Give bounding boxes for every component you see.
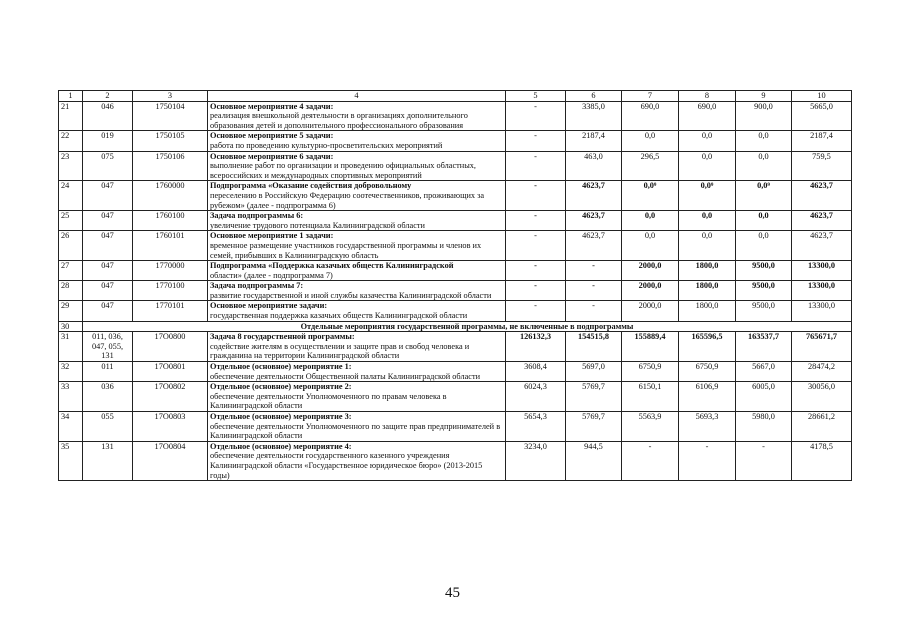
program-code: 1760101 [133, 231, 208, 261]
item-name-cell [208, 382, 506, 412]
page-number: 45 [445, 585, 460, 601]
column-header: 2 [83, 91, 133, 102]
column-header-row [59, 91, 852, 102]
table-row [59, 231, 852, 261]
column-header: 6 [566, 91, 622, 102]
item-title: Основное мероприятие 1 задачи: [210, 231, 334, 241]
amount-cell: 690,0 [679, 101, 736, 131]
row-number: 28 [59, 281, 83, 301]
table-row [59, 181, 852, 211]
table-row [59, 441, 852, 480]
amount-cell: 690,0 [622, 101, 679, 131]
row-number: 21 [59, 101, 83, 131]
amount-cell: 296,5 [622, 151, 679, 181]
amount-cell: 0,0 [736, 131, 792, 151]
item-title: Основное мероприятие 4 задачи: [210, 101, 334, 111]
column-header: 7 [622, 91, 679, 102]
amount-cell: 4623,7 [566, 231, 622, 261]
row-number: 23 [59, 151, 83, 181]
item-title: Отдельное (основное) мероприятие 3: [210, 412, 352, 421]
amount-cell: 759,5 [792, 151, 852, 181]
amount-cell: 463,0 [566, 151, 622, 181]
row-number: 25 [59, 211, 83, 231]
table-row [59, 332, 852, 362]
grbs-code: 047 [83, 211, 133, 231]
program-code: 1770100 [133, 281, 208, 301]
table-row [59, 382, 852, 412]
row-number: 22 [59, 131, 83, 151]
item-name-cell [208, 301, 506, 321]
item-name-cell [208, 281, 506, 301]
amount-cell: 28474,2 [792, 362, 852, 382]
item-title: Основное мероприятие задачи: [210, 301, 328, 311]
amount-cell: 13300,0 [792, 281, 852, 301]
amount-cell: 2000,0 [622, 281, 679, 301]
amount-cell: 0,0 [679, 231, 736, 261]
row-number: 27 [59, 261, 83, 281]
amount-cell: - [736, 441, 792, 480]
program-code: 17О0800 [133, 332, 208, 362]
grbs-code: 011, 036, 047, 055, 131 [83, 332, 133, 362]
row-number: 26 [59, 231, 83, 261]
section-row [59, 321, 852, 332]
amount-cell: 154515,8 [566, 332, 622, 362]
column-header: 3 [133, 91, 208, 102]
amount-cell: 5769,7 [566, 412, 622, 442]
amount-cell: 0,0⁹ [679, 181, 736, 211]
amount-cell: 4623,7 [566, 211, 622, 231]
amount-cell: 0,0 [679, 151, 736, 181]
amount-cell: 28661,2 [792, 412, 852, 442]
item-title: Подпрограмма «Оказание содействия добровольному [210, 181, 412, 191]
amount-cell: 0,0 [622, 231, 679, 261]
program-code: 17О0801 [133, 362, 208, 382]
amount-cell: 4623,7 [792, 231, 852, 261]
column-header: 1 [59, 91, 83, 102]
item-description: содействие жителям в осуществлении и защите прав и свобод человека и гражданина на территории Калининградской области [210, 341, 470, 361]
item-description: развитие государственной и иной службы казачества Калининградской области [210, 290, 492, 300]
program-code: 1770000 [133, 261, 208, 281]
amount-cell: 2187,4 [566, 131, 622, 151]
amount-cell: 5665,0 [792, 101, 852, 131]
table-row [59, 151, 852, 181]
amount-cell: - [506, 281, 566, 301]
table-row [59, 211, 852, 231]
item-title: Задача подпрограммы 7: [210, 281, 304, 291]
row-number: 29 [59, 301, 83, 321]
program-code: 1750104 [133, 101, 208, 131]
amount-cell: 2187,4 [792, 131, 852, 151]
item-title: Основное мероприятие 5 задачи: [210, 131, 334, 141]
amount-cell: 5980,0 [736, 412, 792, 442]
amount-cell: - [506, 301, 566, 321]
amount-cell: 13300,0 [792, 261, 852, 281]
program-code: 17О0803 [133, 412, 208, 442]
grbs-code: 047 [83, 261, 133, 281]
grbs-code: 047 [83, 231, 133, 261]
grbs-code: 047 [83, 281, 133, 301]
row-number: 32 [59, 362, 83, 382]
amount-cell: - [506, 261, 566, 281]
item-name-cell [208, 362, 506, 382]
program-code: 1760000 [133, 181, 208, 211]
amount-cell: 13300,0 [792, 301, 852, 321]
amount-cell: 0,0 [736, 151, 792, 181]
amount-cell: 4623,7 [566, 181, 622, 211]
item-description: области» (далее - подпрограмма 7) [210, 270, 333, 280]
amount-cell: 1800,0 [679, 261, 736, 281]
amount-cell: 6024,3 [506, 382, 566, 412]
table-row [59, 261, 852, 281]
item-title: Задача 8 государственной программы: [210, 332, 355, 342]
amount-cell: - [679, 441, 736, 480]
grbs-code: 046 [83, 101, 133, 131]
amount-cell: 6106,9 [679, 382, 736, 412]
program-code: 1770101 [133, 301, 208, 321]
table-row [59, 281, 852, 301]
amount-cell: 6750,9 [622, 362, 679, 382]
grbs-code: 036 [83, 382, 133, 412]
row-number: 35 [59, 441, 83, 480]
amount-cell: - [506, 131, 566, 151]
item-name-cell [208, 101, 506, 131]
program-code: 17О0802 [133, 382, 208, 412]
amount-cell: 2000,0 [622, 261, 679, 281]
amount-cell: 900,0 [736, 101, 792, 131]
item-name-cell [208, 412, 506, 442]
amount-cell: 163537,7 [736, 332, 792, 362]
column-header: 9 [736, 91, 792, 102]
item-description: временное размещение участников государственной программы и членов их семей, прибывших в Калининградскую область [210, 240, 482, 260]
item-description: выполнение работ по организации и проведению официальных областных, всероссийских и международных спортивных мероприятий [210, 161, 476, 180]
amount-cell: - [506, 101, 566, 131]
program-code: 1750106 [133, 151, 208, 181]
amount-cell: 0,0 [679, 131, 736, 151]
amount-cell: 0,0 [679, 211, 736, 231]
item-name-cell [208, 181, 506, 211]
budget-table [58, 90, 852, 481]
row-number: 33 [59, 382, 83, 412]
amount-cell: 0,0 [622, 211, 679, 231]
amount-cell: - [506, 231, 566, 261]
amount-cell: 30056,0 [792, 382, 852, 412]
amount-cell: 765671,7 [792, 332, 852, 362]
table-row [59, 101, 852, 131]
grbs-code: 131 [83, 441, 133, 480]
column-header: 8 [679, 91, 736, 102]
amount-cell: 4178,5 [792, 441, 852, 480]
amount-cell: 0,0 [736, 211, 792, 231]
item-title: Отдельное (основное) мероприятие 2: [210, 382, 352, 392]
grbs-code: 011 [83, 362, 133, 382]
item-description: государственная поддержка казачьих обществ Калининградской области [210, 311, 468, 321]
amount-cell: 3608,4 [506, 362, 566, 382]
amount-cell: 4623,7 [792, 181, 852, 211]
amount-cell: 9500,0 [736, 261, 792, 281]
item-name-cell [208, 231, 506, 261]
amount-cell: - [566, 301, 622, 321]
grbs-code: 047 [83, 301, 133, 321]
amount-cell: 165596,5 [679, 332, 736, 362]
item-description: работа по проведению культурно-просветительских мероприятий [210, 140, 443, 150]
amount-cell: 6750,9 [679, 362, 736, 382]
amount-cell: 1800,0 [679, 301, 736, 321]
program-code: 17О0804 [133, 441, 208, 480]
table-body [59, 91, 852, 481]
amount-cell: 5769,7 [566, 382, 622, 412]
amount-cell: 4623,7 [792, 211, 852, 231]
amount-cell: 155889,4 [622, 332, 679, 362]
program-code: 1760100 [133, 211, 208, 231]
amount-cell: 126132,3 [506, 332, 566, 362]
item-title: Отдельное (основное) мероприятие 1: [210, 362, 352, 372]
program-code: 1750105 [133, 131, 208, 151]
amount-cell: 6150,1 [622, 382, 679, 412]
grbs-code: 055 [83, 412, 133, 442]
column-header: 4 [208, 91, 506, 102]
item-description: реализация внешкольной деятельности в организациях дополнительного образования детей и дополнительного профессионального образования [210, 111, 468, 130]
amount-cell: 5563,9 [622, 412, 679, 442]
amount-cell: 1800,0 [679, 281, 736, 301]
amount-cell: 944,5 [566, 441, 622, 480]
table-row [59, 301, 852, 321]
amount-cell: - [506, 211, 566, 231]
grbs-code: 019 [83, 131, 133, 151]
item-description: переселению в Российскую Федерацию соотечественников, проживающих за рубежом» (далее - подпрограмма 6) [210, 190, 485, 210]
amount-cell: 9500,0 [736, 301, 792, 321]
item-description: обеспечение деятельности Общественной палаты Калининградской области [210, 371, 481, 381]
item-description: обеспечение деятельности государственного казенного учреждения Калининградской области «Государственное юридическое бюро» (2013-2015 годы) [210, 451, 483, 480]
item-description: обеспечение деятельности Уполномоченного по защите прав предпринимателей в Калининградской области [210, 421, 501, 441]
row-number: 34 [59, 412, 83, 442]
amount-cell: 3234,0 [506, 441, 566, 480]
column-header: 5 [506, 91, 566, 102]
amount-cell: 6005,0 [736, 382, 792, 412]
item-name-cell [208, 261, 506, 281]
amount-cell: 5693,3 [679, 412, 736, 442]
amount-cell: - [622, 441, 679, 480]
item-name-cell [208, 441, 506, 480]
item-title: Отдельное (основное) мероприятие 4: [210, 441, 352, 451]
row-number: 30 [59, 321, 83, 332]
item-name-cell [208, 131, 506, 151]
item-name-cell [208, 151, 506, 181]
section-title: Отдельные мероприятия государственной программы, не включенные в подпрограммы [83, 321, 852, 332]
item-name-cell [208, 211, 506, 231]
table-row [59, 362, 852, 382]
amount-cell: 0,0 [622, 131, 679, 151]
grbs-code: 047 [83, 181, 133, 211]
amount-cell: - [566, 281, 622, 301]
amount-cell: - [506, 181, 566, 211]
item-name-cell [208, 332, 506, 362]
amount-cell: 5667,0 [736, 362, 792, 382]
column-header: 10 [792, 91, 852, 102]
table-row [59, 412, 852, 442]
amount-cell: 2000,0 [622, 301, 679, 321]
amount-cell: 0,0⁹ [622, 181, 679, 211]
amount-cell: 9500,0 [736, 281, 792, 301]
row-number: 31 [59, 332, 83, 362]
amount-cell: - [506, 151, 566, 181]
amount-cell: 3385,0 [566, 101, 622, 131]
item-title: Задача подпрограммы 6: [210, 211, 304, 221]
amount-cell: 5654,3 [506, 412, 566, 442]
amount-cell: 0,0⁹ [736, 181, 792, 211]
table-row [59, 131, 852, 151]
amount-cell: - [566, 261, 622, 281]
amount-cell: 0,0 [736, 231, 792, 261]
amount-cell: 5697,0 [566, 362, 622, 382]
grbs-code: 075 [83, 151, 133, 181]
item-title: Подпрограмма «Поддержка казачьих обществ Калининградской [210, 261, 454, 271]
row-number: 24 [59, 181, 83, 211]
item-title: Основное мероприятие 6 задачи: [210, 151, 334, 161]
item-description: увеличение трудового потенциала Калининградской области [210, 220, 425, 230]
item-description: обеспечение деятельности Уполномоченного по правам человека в Калининградской области [210, 391, 447, 411]
